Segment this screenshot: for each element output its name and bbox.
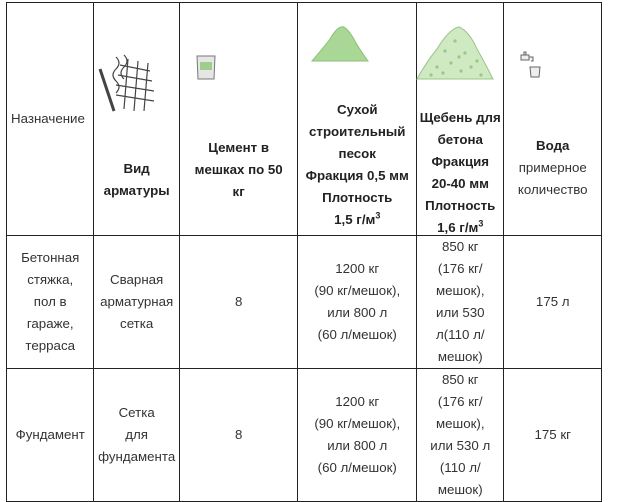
row2-gravel-line-3: мешок), [435,416,485,431]
materials-table [6,2,602,502]
row1-purpose-line-5: терраса [25,338,75,353]
header-rebar-label [94,158,178,202]
header-purpose-label: Назначение [11,111,85,126]
row2-gravel-line-2: (176 кг/ [437,394,483,409]
row1-gravel-line-5: л(110 л/ [435,327,485,342]
row2-water: 175 кг [504,369,602,502]
header-gravel-line-1: Щебень для [419,110,501,125]
header-gravel-line-2: бетона [437,132,483,147]
row2-sand-line-4: (60 л/мешок) [317,460,397,475]
row1-sand-line-2: (90 кг/мешок), [314,283,401,298]
header-cement-line-2: мешках по 50 [194,162,283,177]
header-water-title: Вода [536,138,570,153]
row2-rebar [94,369,179,502]
header-rebar-line-1: Вид [123,161,150,176]
header-water-sub-1: примерное [518,160,587,175]
row2-sand-line-2: (90 кг/мешок), [314,416,401,431]
row1-gravel-line-6: мешок) [437,349,483,364]
header-gravel-label [417,107,503,239]
row1-sand-line-4: (60 л/мешок) [317,327,397,342]
row1-gravel-line-1: 850 кг [441,239,479,254]
row2-gravel-line-1: 850 кг [441,372,479,387]
row2-rebar-line-2: для [125,427,148,442]
row2-gravel-line-4: или 530 л [430,438,491,453]
row1-purpose-line-1: Бетонная [21,250,80,265]
row1-gravel [417,236,504,369]
header-purpose [7,3,94,236]
water-tap-icon [518,51,544,81]
row1-sand [298,236,417,369]
header-water-label [504,135,601,201]
row2-sand-line-3: или 800 л [327,438,388,453]
gravel-pile-icon [415,21,495,81]
header-cement-line-3: кг [232,184,245,199]
header-sand-line-5: Плотность [322,190,393,205]
row2-purpose [7,369,94,502]
row1-rebar-line-2: арматурная [100,294,174,309]
header-gravel-line-4: 20-40 мм [431,176,489,191]
header-gravel-density: 1,6 $г/м^3$ [437,218,484,235]
row1-sand-line-1: 1200 кг [335,261,380,276]
sand-pile-icon [310,21,370,63]
header-gravel-line-5: Плотность [425,198,496,213]
rebar-mesh-icon [98,53,158,115]
header-sand-line-2: строительный [309,124,406,139]
header-sand-line-1: Сухой [336,102,378,117]
table-row [7,369,602,502]
row2-gravel-line-5: (110 л/ [439,460,481,475]
row2-rebar-line-3: фундамента [98,449,176,464]
row1-rebar-line-1: Сварная [110,272,164,287]
header-row [7,3,602,236]
row1-gravel-line-2: (176 кг/ [437,261,483,276]
header-sand-label [298,99,416,231]
header-water-sub-2: количество [517,182,588,197]
row1-gravel-line-3: мешок), [435,283,485,298]
row1-rebar-line-3: сетка [120,316,154,331]
row1-gravel-line-4: или 530 [436,305,485,320]
row2-cement: 8 [179,369,298,502]
row1-water: 175 л [504,236,602,369]
row2-sand [298,369,417,502]
header-water [504,3,602,236]
header-sand-density: 1,5 $г/м^3$ [334,210,381,227]
header-gravel [417,3,504,236]
header-sand-line-4: Фракция 0,5 мм [305,168,409,183]
row1-purpose [7,236,94,369]
row2-gravel-line-6: мешок) [437,482,483,497]
row1-cement: 8 [179,236,298,369]
header-rebar [94,3,179,236]
row1-sand-line-3: или 800 л [327,305,388,320]
header-cement [179,3,298,236]
row1-rebar [94,236,179,369]
header-rebar-line-2: арматуры [103,183,170,198]
header-cement-label [180,137,298,203]
row2-sand-line-1: 1200 кг [335,394,380,409]
table-row [7,236,602,369]
header-gravel-line-3: Фракция [431,154,490,169]
row1-purpose-line-3: пол в [33,294,67,309]
row2-rebar-line-1: Сетка [118,405,155,420]
row1-purpose-line-4: гараже, [26,316,74,331]
header-sand [298,3,417,236]
row2-gravel [417,369,504,502]
cement-bag-icon [194,53,218,81]
header-cement-line-1: Цемент в [208,140,270,155]
header-sand-line-3: песок [338,146,376,161]
row2-purpose-line-1: Фундамент [15,427,85,442]
row1-purpose-line-2: стяжка, [27,272,74,287]
